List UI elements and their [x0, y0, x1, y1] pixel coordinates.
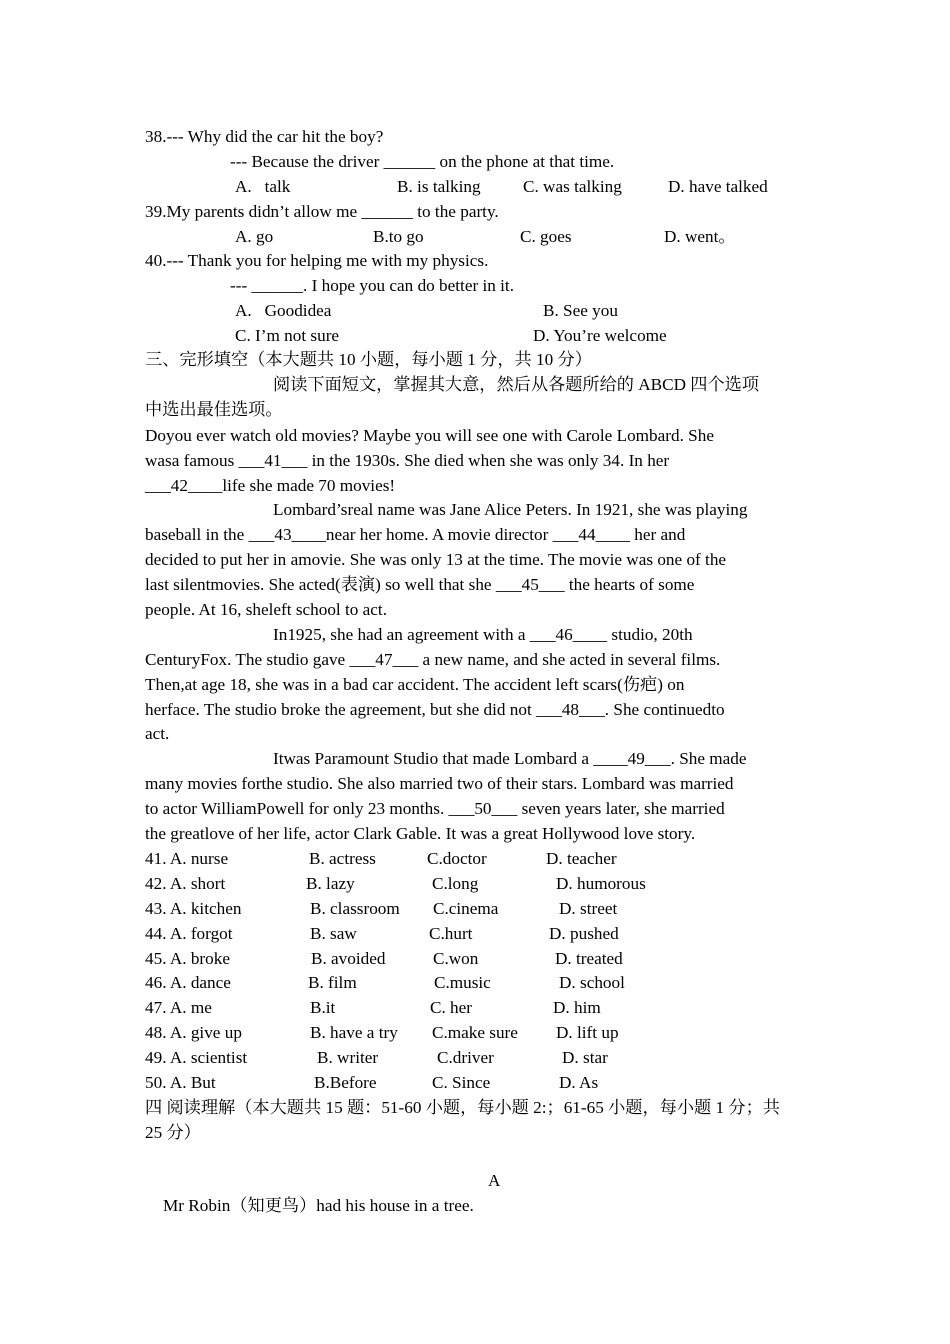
q44-option-d: D. pushed	[549, 924, 619, 943]
q48-option-a: 48. A. give up	[145, 1023, 242, 1042]
q44-option-c: C.hurt	[429, 924, 473, 943]
q42-option-d: D. humorous	[556, 874, 646, 893]
passage-line: CenturyFox. The studio gave ___47___ a new name, and she acted in several films.	[145, 650, 721, 669]
q41-option-c: C.doctor	[427, 849, 487, 868]
q46-option-b: B. film	[308, 973, 357, 992]
q41-option-d: D. teacher	[546, 849, 617, 868]
q40-option-d: D. You’re welcome	[533, 326, 667, 345]
q48-option-b: B. have a try	[310, 1023, 398, 1042]
q46-option-d: D. school	[559, 973, 625, 992]
passage-line: act.	[145, 724, 170, 743]
q48-option-d: D. lift up	[556, 1023, 619, 1042]
section3-instruction-line2: 中选出最佳选项。	[145, 400, 283, 419]
passage-line: herface. The studio broke the agreement, but she did not ___48___. She continuedto	[145, 700, 725, 719]
section3-heading: 三、完形填空（本大题共 10 小题，每小题 1 分，共 10 分）	[145, 350, 592, 369]
q42-option-c: C.long	[432, 874, 479, 893]
q40-option-c: C. I’m not sure	[235, 326, 340, 345]
passage-line: wasa famous ___41___ in the 1930s. She died when she was only 34. In her	[145, 451, 670, 470]
q49-option-c: C.driver	[437, 1048, 494, 1067]
q39-option-c: C. goes	[520, 227, 572, 246]
passage-line: ___42____life she made 70 movies!	[145, 476, 396, 495]
q38-reply: --- Because the driver ______ on the phone at that time.	[230, 152, 615, 171]
section3-instruction-line1: 阅读下面短文，掌握其大意，然后从各题所给的 ABCD 四个选项	[273, 375, 760, 394]
q39-option-a: A. go	[235, 227, 274, 246]
q47-option-c: C. her	[430, 998, 473, 1017]
q40-option-a: A. Goodidea	[235, 301, 332, 320]
passage-line: decided to put her in amovie. She was only 13 at the time. The movie was one of the	[145, 550, 727, 569]
q47-option-b: B.it	[310, 998, 336, 1017]
q44-option-a: 44. A. forgot	[145, 924, 233, 943]
q50-option-b: B.Before	[314, 1073, 377, 1092]
passage-line: Doyou ever watch old movies? Maybe you will see one with Carole Lombard. She	[145, 426, 714, 445]
q43-option-c: C.cinema	[433, 899, 499, 918]
q40-option-b: B. See you	[543, 301, 618, 320]
section4-heading-line1: 四 阅读理解（本大题共 15 题：51-60 小题，每小题 2:；61-65 小题，每小题 1 分；共	[145, 1098, 780, 1117]
passage-line: Itwas Paramount Studio that made Lombard a ____49___. She made	[273, 749, 747, 768]
q40-stem: 40.--- Thank you for helping me with my physics.	[145, 251, 489, 270]
passage-line: to actor WilliamPowell for only 23 months. ___50___ seven years later, she married	[145, 799, 725, 818]
q50-option-d: D. As	[559, 1073, 599, 1092]
q45-option-d: D. treated	[555, 949, 623, 968]
passage-line: In1925, she had an agreement with a ___46____ studio, 20th	[273, 625, 693, 644]
q45-option-a: 45. A. broke	[145, 949, 230, 968]
q48-option-c: C.make sure	[432, 1023, 518, 1042]
q38-option-d: D. have talked	[668, 177, 768, 196]
q47-option-d: D. him	[553, 998, 601, 1017]
q49-option-b: B. writer	[317, 1048, 379, 1067]
q39-option-b: B.to go	[373, 227, 424, 246]
q42-option-a: 42. A. short	[145, 874, 226, 893]
q45-option-c: C.won	[433, 949, 479, 968]
passage-line: Then,at age 18, she was in a bad car accident. The accident left scars(伤疤) on	[145, 675, 685, 694]
q50-option-a: 50. A. But	[145, 1073, 216, 1092]
q42-option-b: B. lazy	[306, 874, 355, 893]
q38-option-b: B. is talking	[397, 177, 481, 196]
reading-first-line: Mr Robin（知更鸟）had his house in a tree.	[163, 1196, 474, 1215]
passage-line: baseball in the ___43____near her home. A movie director ___44____ her and	[145, 525, 686, 544]
q44-option-b: B. saw	[310, 924, 357, 943]
q38-option-a: A. talk	[235, 177, 291, 196]
q38-stem: 38.--- Why did the car hit the boy?	[145, 127, 384, 146]
q41-option-a: 41. A. nurse	[145, 849, 229, 868]
q49-option-d: D. star	[562, 1048, 608, 1067]
q49-option-a: 49. A. scientist	[145, 1048, 248, 1067]
passage-line: last silentmovies. She acted(表演) so well that she ___45___ the hearts of some	[145, 575, 695, 594]
q39-option-d: D. went。	[664, 227, 736, 246]
passage-line: the greatlove of her life, actor Clark Gable. It was a great Hollywood love story.	[145, 824, 696, 843]
q43-option-b: B. classroom	[310, 899, 400, 918]
q46-option-a: 46. A. dance	[145, 973, 231, 992]
reading-part-label: A	[488, 1171, 501, 1190]
q38-option-c: C. was talking	[523, 177, 622, 196]
q43-option-a: 43. A. kitchen	[145, 899, 242, 918]
q45-option-b: B. avoided	[311, 949, 386, 968]
section4-heading-line2: 25 分）	[145, 1123, 201, 1142]
q50-option-c: C. Since	[432, 1073, 491, 1092]
q41-option-b: B. actress	[309, 849, 376, 868]
passage-line: Lombard’sreal name was Jane Alice Peters. In 1921, she was playing	[273, 500, 748, 519]
q46-option-c: C.music	[434, 973, 491, 992]
q43-option-d: D. street	[559, 899, 618, 918]
q40-reply: --- ______. I hope you can do better in it.	[230, 276, 514, 295]
q39-stem: 39.My parents didn’t allow me ______ to the party.	[145, 202, 499, 221]
q47-option-a: 47. A. me	[145, 998, 212, 1017]
passage-line: many movies forthe studio. She also married two of their stars. Lombard was married	[145, 774, 734, 793]
passage-line: people. At 16, sheleft school to act.	[145, 600, 388, 619]
